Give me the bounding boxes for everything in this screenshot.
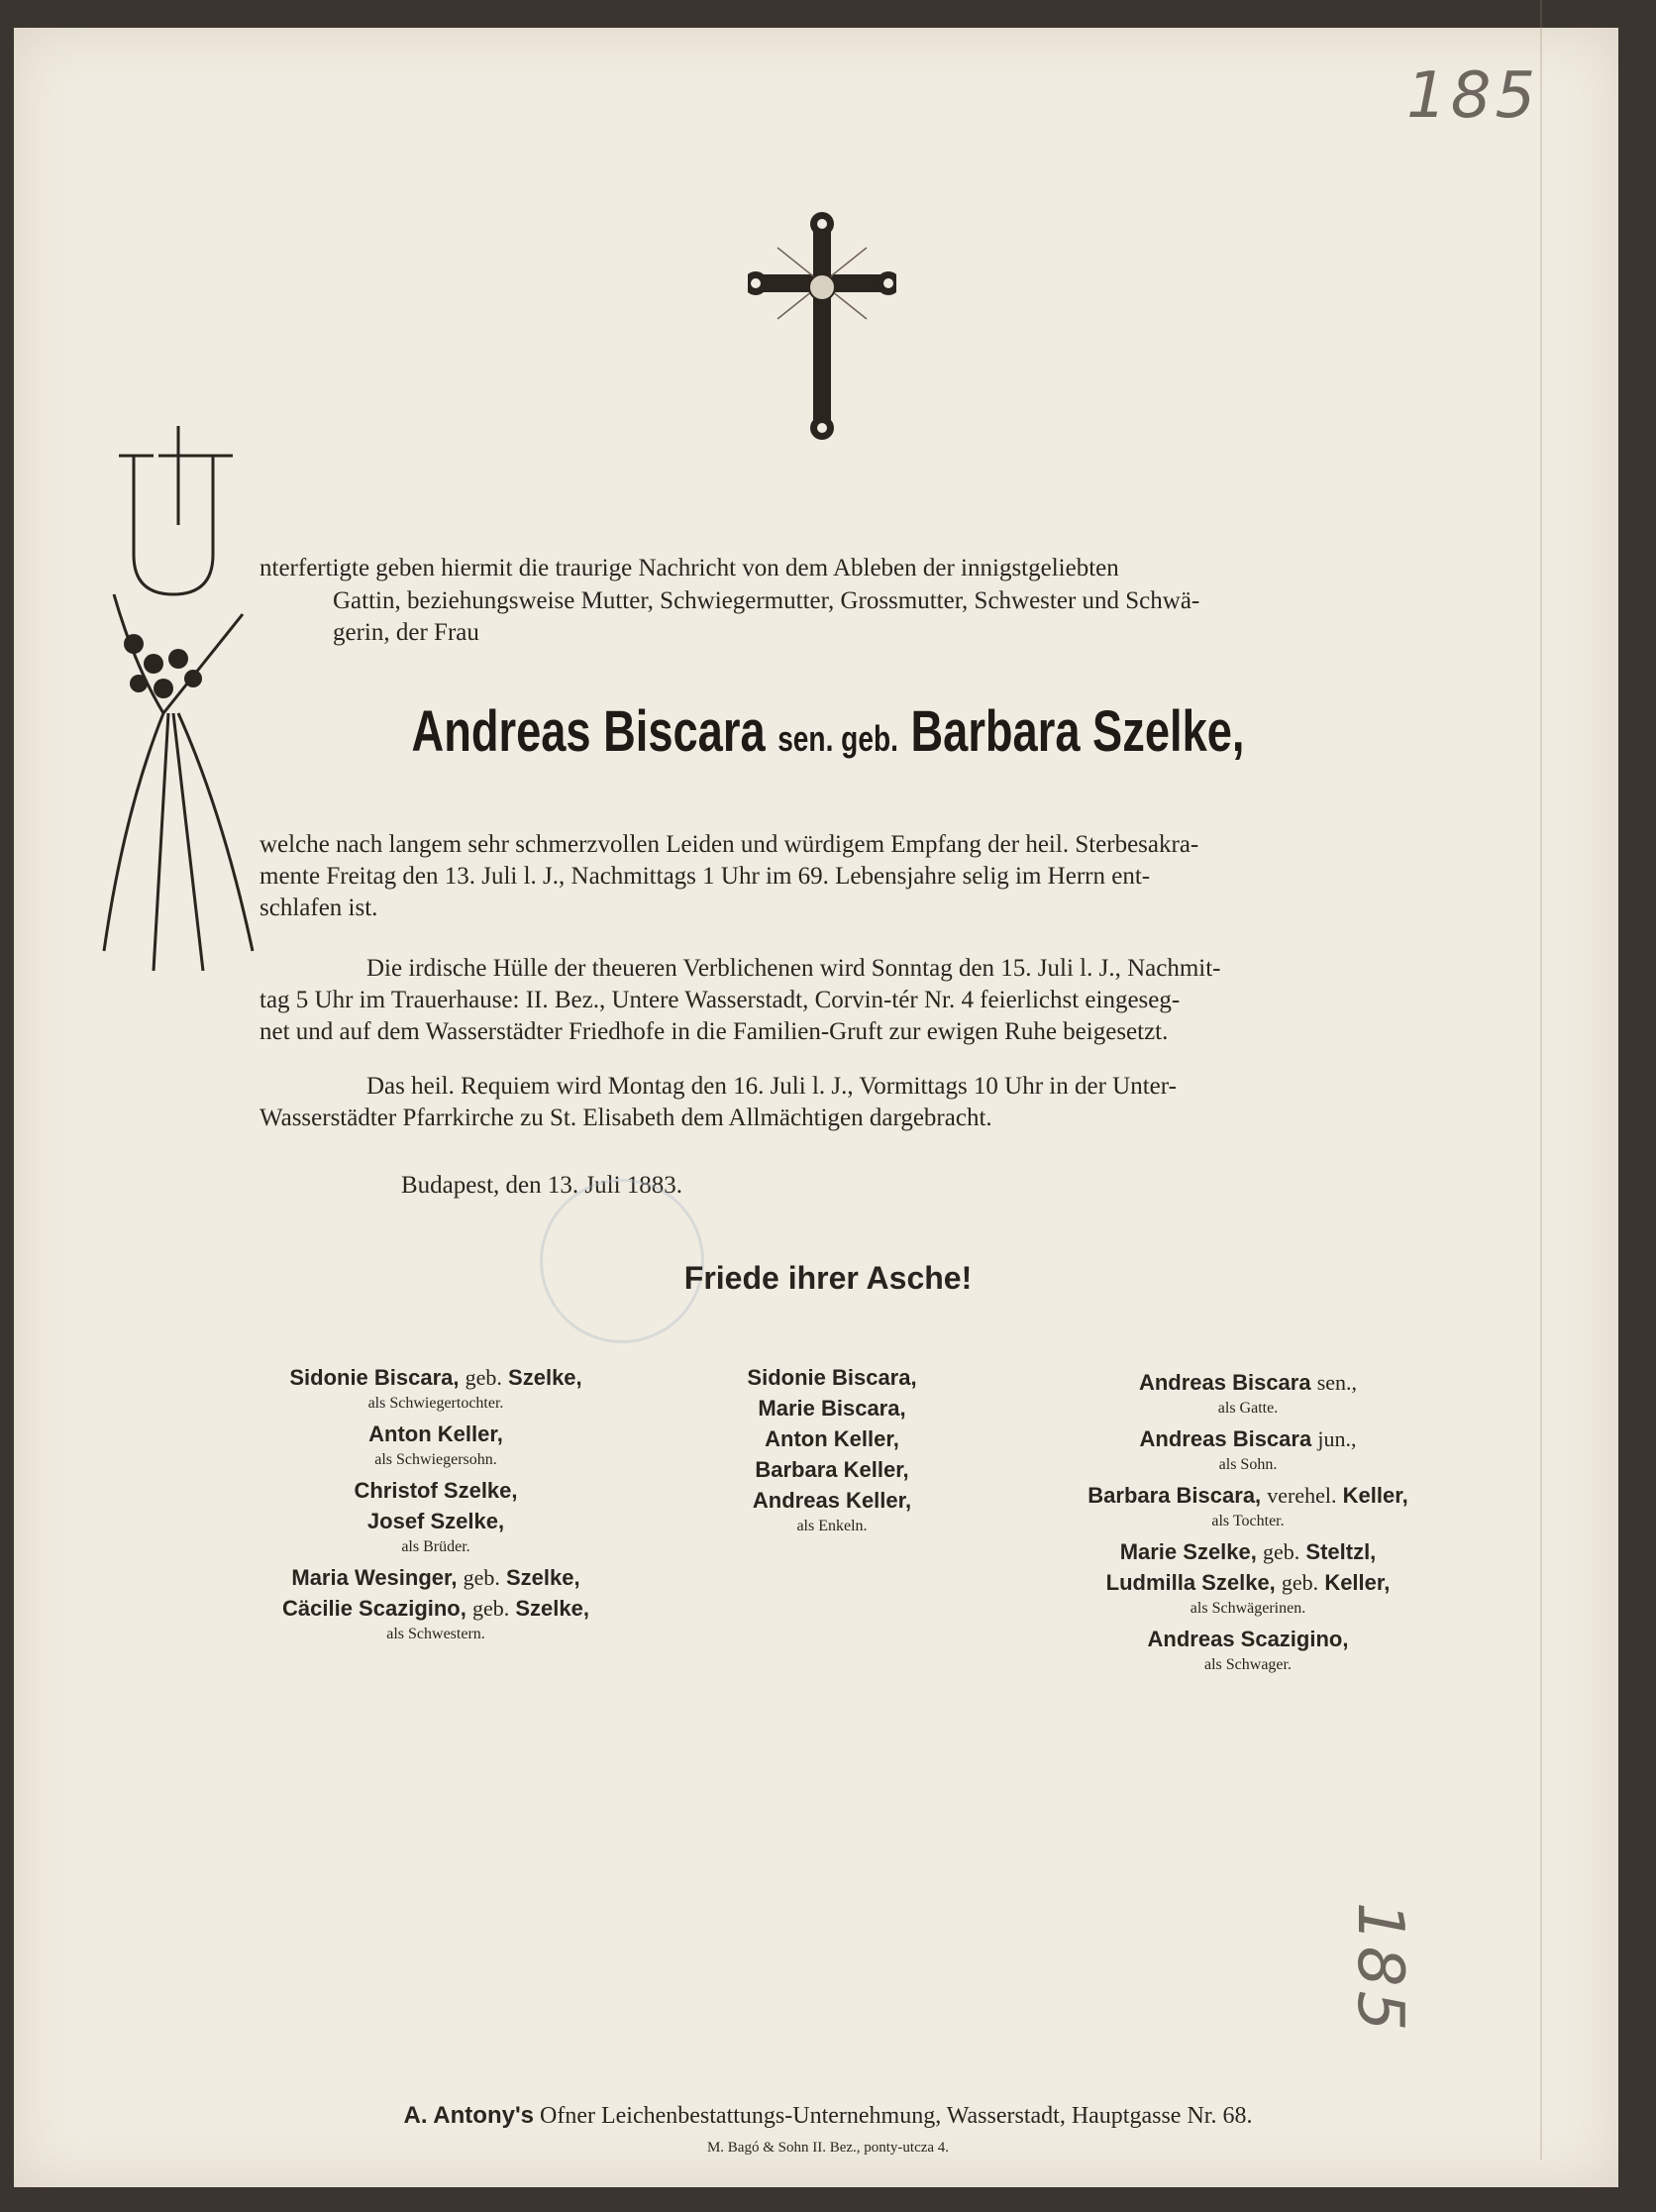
mourner-name: Christof Szelke, (354, 1478, 518, 1503)
mourner-name: Andreas Scazigino, (1147, 1627, 1349, 1651)
para2-line-2: tag 5 Uhr im Trauerhause: II. Bez., Untere Wasserstadt, Corvin-tér Nr. 4 feierlichst eingeseg- (259, 987, 1181, 1013)
undertaker-firm: A. Antony's (403, 2102, 535, 2129)
deceased-name-part3: Barbara Szelke, (910, 699, 1245, 764)
mourner-name: Sidonie Biscara, (747, 1365, 917, 1390)
motto: Friede ihrer Asche! (683, 1260, 973, 1296)
mourner-relation: als Enkeln. (796, 1518, 868, 1534)
para1-line-2: mente Freitag den 13. Juli l. J., Nachmittags 1 Uhr im 69. Lebensjahre selig im Herrn ent- (259, 863, 1151, 890)
cross-icon (748, 208, 896, 446)
mourner-relation: als Schwiegertochter. (367, 1395, 504, 1412)
mourner-relation: als Tochter. (1211, 1513, 1285, 1529)
page-number-top: 185 (1406, 59, 1540, 133)
para1-line-3: schlafen ist. (259, 895, 378, 921)
undertaker-details: Ofner Leichenbestattungs-Unternehmung, Wasserstadt, Hauptgasse Nr. 68. (540, 2103, 1253, 2129)
deceased-name (182, 698, 1474, 765)
para2-line-1: Die irdische Hülle der theueren Verblichenen wird Sonntag den 15. Juli l. J., Nachmit- (366, 955, 1221, 982)
para2-line-3: net und auf dem Wasserstädter Friedhofe in die Familien-Gruft zur ewigen Ruhe beigesetzt. (259, 1018, 1169, 1045)
mourners-left-column (228, 1362, 644, 1649)
mourner-name: Andreas Biscara jun., (1139, 1426, 1357, 1451)
place-date: Budapest, den 13. Juli 1883. (401, 1172, 683, 1199)
mourner-name: Ludmilla Szelke, geb. Keller, (1105, 1570, 1391, 1595)
mourner-relation: als Schwager. (1204, 1656, 1292, 1673)
intro-line-2: Gattin, beziehungsweise Mutter, Schwiegermutter, Grossmutter, Schwester und Schwä- (333, 587, 1200, 614)
mourner-relation: als Brüder. (401, 1538, 470, 1555)
mourner-relation: als Schwägerinen. (1190, 1600, 1306, 1617)
mourner-name: Anton Keller, (368, 1422, 503, 1446)
mourner-relation: als Sohn. (1218, 1456, 1278, 1473)
mourner-relation: als Schwestern. (386, 1626, 485, 1642)
para1-line-1: welche nach langem sehr schmerzvollen Leiden und würdigem Empfang der heil. Sterbesakra- (259, 831, 1199, 858)
mourner-name: Cäcilie Scazigino, geb. Szelke, (282, 1596, 589, 1621)
mourner-name: Marie Biscara, (758, 1396, 906, 1421)
mourner-relation: als Gatte. (1217, 1400, 1279, 1417)
intro-line-3: gerin, der Frau (333, 619, 479, 646)
mourner-name: Marie Szelke, geb. Steltzl, (1119, 1539, 1377, 1564)
para3-line-2: Wasserstädter Pfarrkirche zu St. Elisabeth dem Allmächtigen dargebracht. (259, 1105, 992, 1131)
page-number-side: 185 (1343, 1902, 1416, 2036)
mourner-name: Maria Wesinger, geb. Szelke, (291, 1565, 580, 1590)
mourner-name: Anton Keller, (765, 1426, 899, 1451)
paper-fold (1540, 0, 1542, 2159)
deceased-name-part1: Andreas Biscara (411, 699, 766, 764)
intro-line-1: nterfertigte geben hiermit die traurige Nachricht von dem Ableben der innigstgeliebten (259, 555, 1119, 581)
mourner-name: Barbara Keller, (755, 1457, 909, 1482)
mourner-name: Sidonie Biscara, geb. Szelke, (289, 1365, 582, 1390)
mourner-relation: als Schwiegersohn. (374, 1451, 497, 1468)
mourner-name: Josef Szelke, (366, 1509, 505, 1533)
undertaker-line (0, 2102, 1656, 2130)
mourner-name: Andreas Keller, (752, 1488, 912, 1513)
mourners-right-column (1030, 1367, 1466, 1680)
printer-line: M. Bagó & Sohn II. Bez., ponty-utcza 4. (706, 2140, 950, 2156)
mourner-name: Andreas Biscara sen., (1138, 1370, 1358, 1395)
para3-line-1: Das heil. Requiem wird Montag den 16. Juli l. J., Vormittags 10 Uhr in der Unter- (366, 1073, 1177, 1100)
deceased-name-part2: sen. geb. (777, 718, 898, 759)
mourner-name: Barbara Biscara, verehel. Keller, (1087, 1483, 1408, 1508)
mourners-middle-column (693, 1362, 971, 1541)
